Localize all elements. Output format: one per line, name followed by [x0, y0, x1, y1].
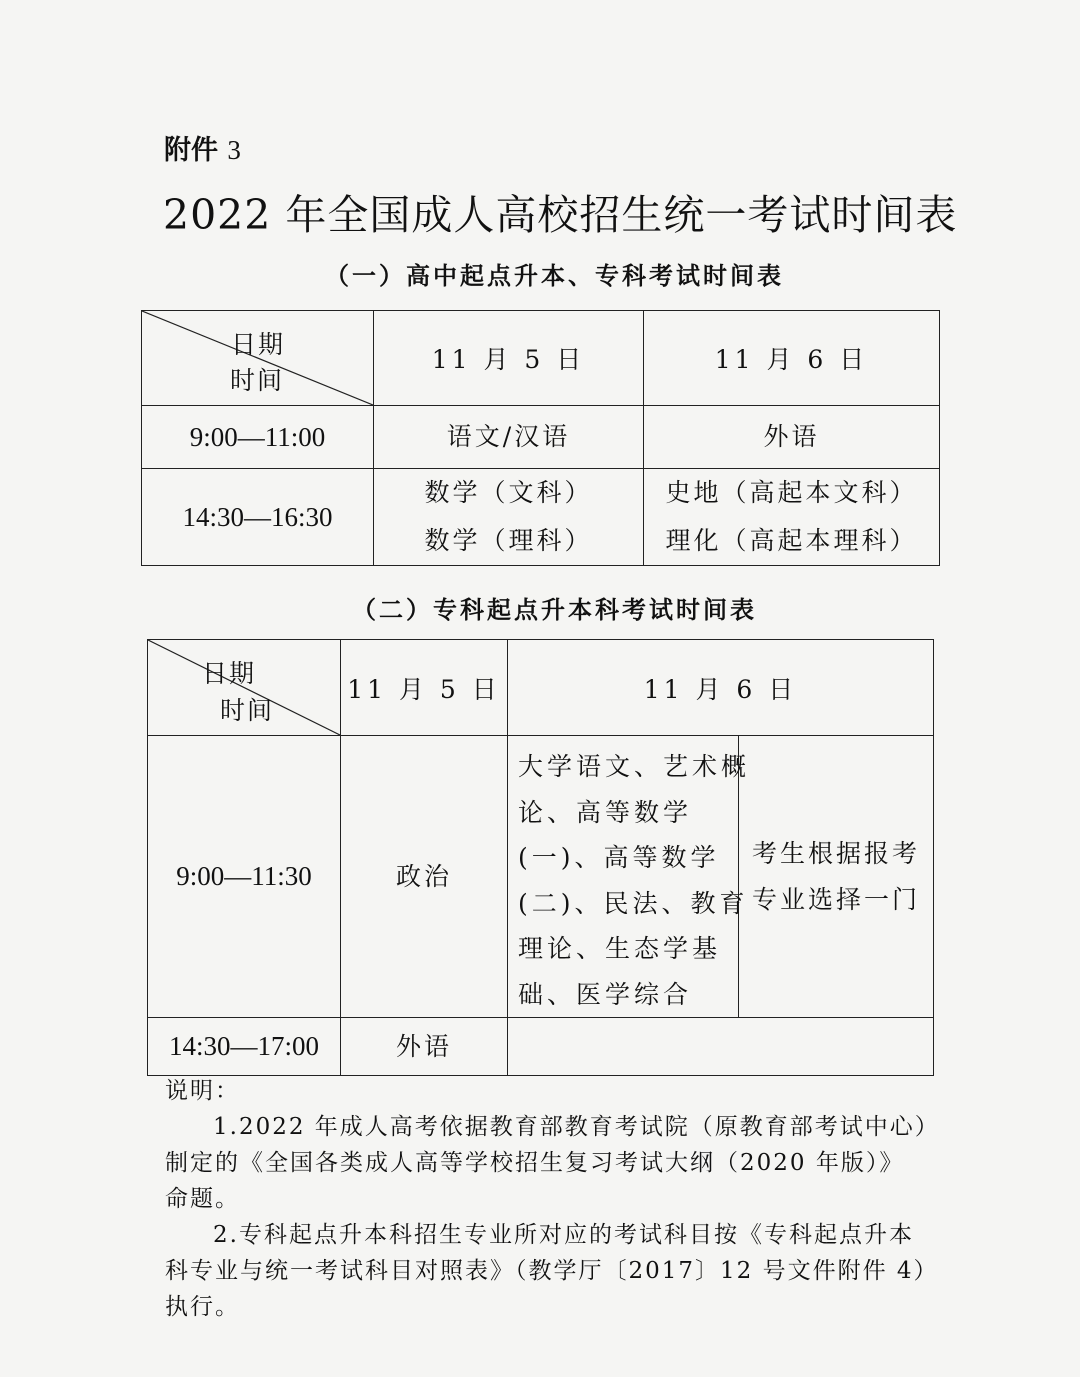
note-line: 2.专科起点升本科招生专业所对应的考试科目按《专科起点升本 — [213, 1222, 914, 1248]
table-row — [148, 640, 934, 736]
subject-cell — [341, 1018, 508, 1076]
subject-cell — [374, 406, 644, 469]
corner-header — [148, 640, 341, 736]
table-row — [142, 469, 940, 566]
choose-note-cell — [739, 736, 934, 1018]
corner-date-label: 日期 — [201, 659, 256, 688]
subject-line: 大学语文、艺术概 — [518, 752, 751, 781]
date-header-1: 11 月 5 日 — [341, 640, 508, 736]
time-cell: 9:00—11:00 — [142, 406, 374, 469]
subject-list-cell — [508, 736, 751, 1018]
subject-text: 外语 — [763, 422, 820, 451]
table2-subtitle: （二）专科起点升本科考试时间表 — [352, 595, 757, 624]
table-row — [142, 311, 940, 406]
subject-line: (二)、民法、教育 — [518, 888, 749, 918]
corner-time-label: 时间 — [230, 366, 285, 395]
table1-schedule — [141, 310, 940, 566]
subject-text: 外语 — [395, 1031, 452, 1061]
subject-cell — [341, 736, 508, 1018]
table2-schedule — [147, 639, 934, 1076]
subject-text: 数学（理科） — [424, 526, 593, 555]
subject-text: 史地（高起本文科） — [665, 478, 918, 507]
note-line: 命题。 — [165, 1186, 240, 1212]
choose-line: 考生根据报考 — [751, 838, 920, 868]
note-line: 1.2022 年成人高考依据教育部教育考试院（原教育部考试中心） — [213, 1114, 940, 1140]
subject-cell — [644, 406, 940, 469]
note-line: 制定的《全国各类成人高等学校招生复习考试大纲（2020 年版）》 — [165, 1150, 905, 1176]
note-line: 执行。 — [165, 1294, 240, 1320]
subject-text: 语文/汉语 — [446, 422, 571, 451]
subject-text: 政治 — [395, 861, 452, 891]
attachment-label: 附件 3 — [164, 135, 241, 166]
subject-text: 理化（高起本理科） — [665, 526, 918, 555]
notes-section — [165, 1073, 940, 1325]
date-header-2: 11 月 6 日 — [644, 311, 940, 406]
note-line: 科专业与统一考试科目对照表》（教学厅〔2017〕12 号文件附件 4） — [165, 1258, 939, 1284]
subject-line: 础、医学综合 — [518, 979, 693, 1009]
corner-date-label: 日期 — [230, 330, 285, 359]
subject-text: 数学（文科） — [424, 478, 593, 507]
corner-header — [142, 311, 374, 406]
empty-cell — [508, 1018, 934, 1076]
choose-line: 专业选择一门 — [751, 884, 920, 914]
table-row — [148, 736, 934, 1018]
date-header-2: 11 月 6 日 — [508, 640, 934, 736]
corner-time-label: 时间 — [220, 696, 275, 725]
subject-cell — [644, 469, 940, 566]
time-cell: 9:00—11:30 — [148, 736, 341, 1018]
subject-line: 论、高等数学 — [518, 797, 693, 827]
subject-line: 理论、生态学基 — [518, 934, 722, 963]
notes-heading: 说明： — [165, 1078, 240, 1104]
time-cell: 14:30—17:00 — [148, 1018, 341, 1076]
subject-line: (一)、高等数学 — [518, 843, 720, 872]
table-row — [148, 1018, 934, 1076]
subject-cell — [374, 469, 644, 566]
date-header-1: 11 月 5 日 — [374, 311, 644, 406]
table-row — [142, 406, 940, 469]
attachment-number: 3 — [227, 135, 241, 165]
time-cell: 14:30—16:30 — [142, 469, 374, 566]
table1-subtitle: （一）高中起点升本、专科考试时间表 — [325, 261, 784, 290]
document-title: 2022 年全国成人高校招生统一考试时间表 — [163, 191, 958, 239]
